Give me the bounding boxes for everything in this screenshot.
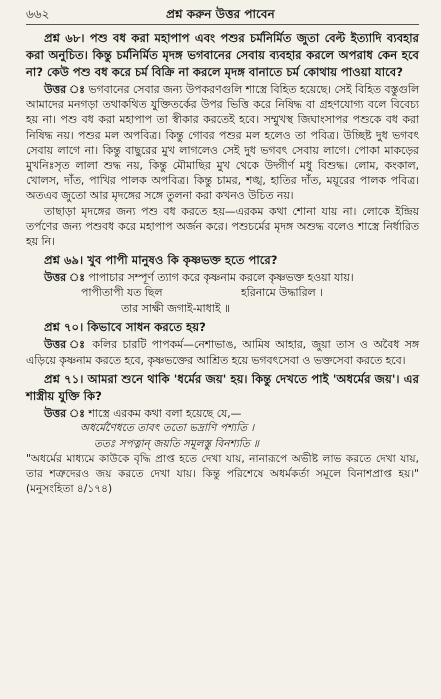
question-68: প্রশ্ন ৬৮। পশু বধ করা মহাপাপ এবং পশুর চর্মনির্মিত জুতা বেল্ট ইত্যাদি ব্যবহার করা অনুচিত। কিন্তু চর্মনির্মিত মৃদঙ্গ ভগবানের সেবায় ব্যবহার করলে অপরাধ কেন হবে না? কেউ পশু বধ করে চর্ম বিক্রি না করলে মৃদঙ্গ বানাতে চর্ম কোথায় পাওয়া যাবে? — [26, 31, 419, 79]
answer-69-text: পাপাচার সম্পূর্ণ ত্যাগ করে কৃষ্ণনাম করলে কৃষ্ণভক্ত হওয়া যায়। — [88, 271, 354, 285]
question-70: প্রশ্ন ৭০। কিভাবে সাধন করতে হয়? — [44, 320, 206, 335]
answer-69 — [26, 270, 419, 285]
answer-68-text-1: ভগবানের সেবার জন্য উপকরণগুলি শাস্ত্রে বিহিত হয়েছে। সেই বিহিত বস্তুগুলি আমাদের মনগড়া তথাকথিত যুক্তিতর্কের উপর ভিত্তি করে নিষিদ্ধ বা গ্রহণযোগ্য বলে বিবেচ্য হয় না। পশু বধ করা মহাপাপ তা স্বীকার করতেই হবে। সম্মুখস্থ জিঘাংসাপর পশুকে বধ করা নিষিদ্ধ নয়। পশুর মল অপবিত্র। কিন্তু গোবর পশুর মল হলেও তা পবিত্র। উচ্ছিষ্ট দুধ ভগবৎ সেবায় লাগে না। কিন্তু বাছুরের মুখ লাগলেও সেই দুধ ভগবৎ সেবায় লাগে। পোকা মাকড়ের মুখনিঃসৃত লালা শুদ্ধ নয়, কিন্তু মৌমাছির মুখ থেকে উদ্গীর্ণ মধু বিশুদ্ধ। লোম, কংকাল, খোলস, দাঁত, পাখির পালক অপবিত্র। কিন্তু চামর, শঙ্খ, হাতির দাঁত, ময়ূরের পালক পবিত্র। অতএব জুতো আর মৃদঙ্গের সঙ্গে তুলনা করা কখনও উচিত নয়। — [26, 83, 419, 203]
answer-71 — [26, 406, 419, 421]
answer-70-paragraph — [26, 337, 419, 367]
verse-right: হরিনামে উদ্ধারিল । — [241, 286, 323, 300]
sloka-line-2: ততঃ সপত্নান্ জয়তি সমূলস্তু বিনশ্যতি ॥ — [94, 437, 259, 450]
answer-69-paragraph — [26, 270, 419, 285]
sloka-translation: "অধর্মের মাধ্যমে কাউকে বৃদ্ধি প্রাপ্ত হতে দেখা যায়, নানারূপে অভীষ্ট লাভ করতে দেখা যায়, তার শত্রুদেরও জয় করতে দেখা যায়। কিন্তু পরিশেষে অধর্মকর্তা সমূলে বিনাশপ্রাপ্ত হয়।" (মনুসংহিতা ৪/১৭৪) — [26, 453, 419, 496]
question-69: প্রশ্ন ৬৯। খুব পাপী মানুষও কি কৃষ্ণভক্ত হতে পারে? — [44, 253, 278, 268]
page-header — [26, 6, 419, 25]
answer-68-paragraph-1 — [26, 82, 419, 204]
answer-label: উত্তর ঃ — [44, 338, 87, 352]
answer-label: উত্তর ঃ — [44, 406, 85, 420]
running-title: প্রশ্ন করুন উত্তর পাবেন — [166, 7, 275, 21]
verse-69 — [26, 285, 419, 316]
answer-70-text: কলির চারটি পাপকর্ম—নেশাভাঙ, আমিষ আহার, জুয়া তাস ও অবৈধ সঙ্গ এড়িয়ে কৃষ্ণনাম করতে হবে, কৃষ্ণভক্তের আশ্রিত হয়ে ভগবৎসেবা ও ভক্তসেবা করতে হবে। — [26, 338, 419, 367]
answer-71-paragraph — [26, 406, 419, 421]
answer-label: উত্তর ঃ — [44, 83, 85, 96]
answer-label: উত্তর ঃ — [44, 271, 85, 285]
answer-71-text: শাস্ত্রে এরকম কথা বলা হয়েছে যে,— — [88, 406, 242, 420]
answer-70 — [26, 337, 419, 367]
page-number: ৬৬২ — [26, 7, 50, 21]
answer-68-paragraph-2: তাছাড়া মৃদঙ্গের জন্য পশু বধ করতে হয়—এরকম কথা শোনা যায় না। লোকে ইন্দ্রিয় তর্পণের জন্য পশুবধ করে মহাপাপ অর্জন করে। পশুচর্মের মৃদঙ্গ অশুদ্ধ বলেও শাস্ত্রে নির্ধারিত হয় নি। — [26, 204, 419, 249]
question-71: প্রশ্ন ৭১। আমরা শুনে থাকি 'ধর্মের জয়' হয়। কিন্তু দেখতে পাই 'অধর্মের জয়'। এর শাস্ত্রীয় যুক্তি কি? — [26, 371, 419, 403]
answer-68 — [26, 82, 419, 249]
verse-center: তার সাক্ষী জগাই-মাধাই ॥ — [121, 301, 230, 315]
sloka-line-1: অধর্মেণৈধতে তাবৎ ততো ভদ্রাণি পশ্যতি । — [80, 422, 255, 435]
verse-left: পাপীতাপী যত ছিল — [81, 286, 163, 300]
